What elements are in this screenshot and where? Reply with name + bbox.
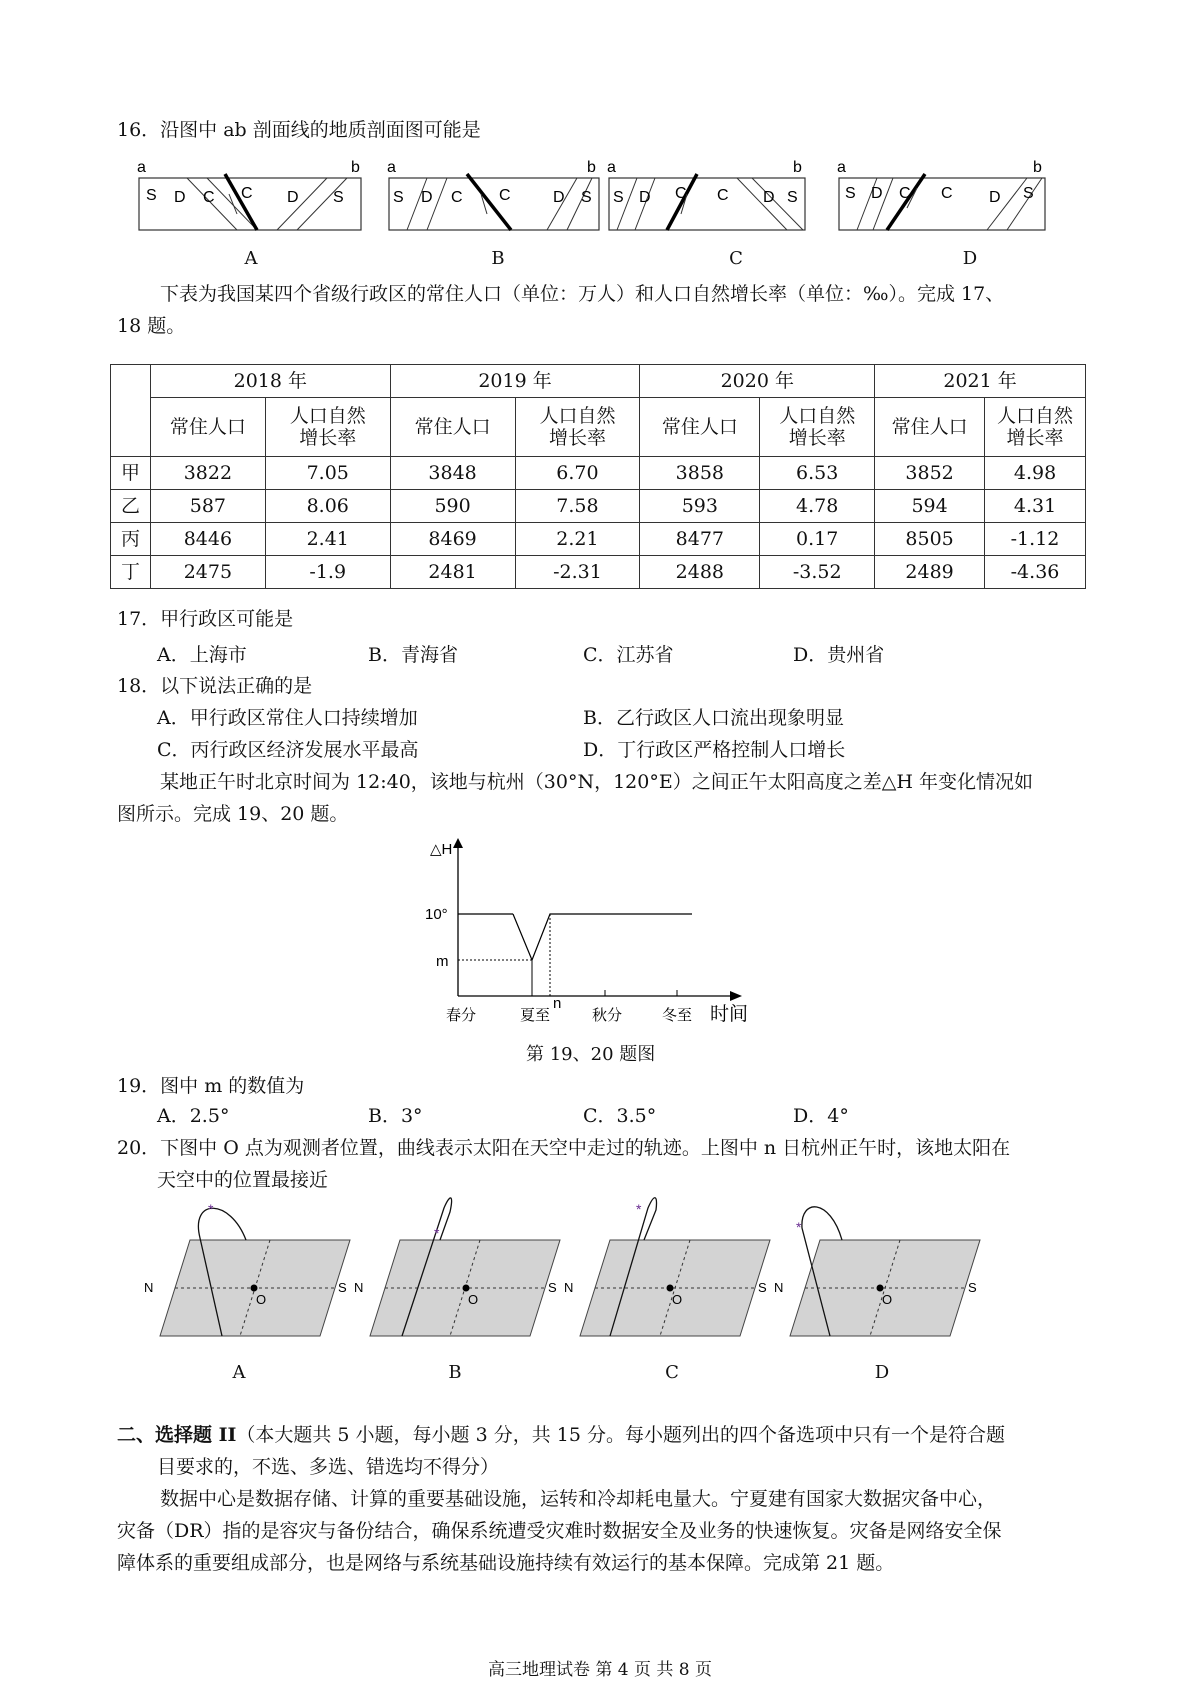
col-rate: 人口自然 增长率 [985, 398, 1086, 457]
chart-caption: 第 19、20 题图 [526, 1044, 656, 1065]
q17-option-d[interactable]: D．贵州省 [793, 644, 885, 666]
q16-stem: 16．沿图中 ab 剖面线的地质剖面图可能是 [117, 119, 481, 141]
col-pop: 常住人口 [150, 398, 265, 457]
svg-text:N: N [774, 1280, 784, 1295]
q20-line2: 天空中的位置最接近 [157, 1169, 329, 1191]
svg-text:C: C [241, 185, 253, 202]
tick-label-x2: 秋分 [592, 1007, 623, 1024]
intro17-line2: 18 题。 [117, 315, 186, 337]
y-axis-label: △H [430, 841, 453, 858]
svg-text:D: D [989, 189, 1001, 206]
svg-text:N: N [354, 1280, 364, 1295]
svg-text:N: N [564, 1280, 574, 1295]
svg-text:a: a [607, 159, 616, 176]
svg-text:*: * [208, 1201, 214, 1217]
svg-text:S: S [146, 187, 157, 204]
svg-text:D: D [287, 189, 299, 206]
q17-option-a[interactable]: A．上海市 [157, 644, 247, 666]
sun-label-c: C [665, 1362, 679, 1383]
corner-cell [111, 365, 151, 457]
q18-stem: 18．以下说法正确的是 [117, 675, 313, 697]
q18-option-b[interactable]: B．乙行政区人口流出现象明显 [583, 707, 844, 729]
svg-text:S: S [338, 1280, 347, 1295]
svg-text:C: C [451, 189, 463, 206]
tick-label-x1: 夏至 [520, 1007, 551, 1024]
svg-text:C: C [941, 185, 953, 202]
profile-label-b: B [491, 248, 505, 269]
q17-option-c[interactable]: C．江苏省 [583, 644, 674, 666]
svg-text:D: D [763, 189, 775, 206]
year-2020: 2020 年 [640, 365, 875, 398]
svg-text:D: D [421, 189, 433, 206]
svg-text:*: * [796, 1219, 802, 1235]
svg-text:O: O [882, 1292, 893, 1307]
svg-text:O: O [256, 1292, 267, 1307]
intro19-line2: 图所示。完成 19、20 题。 [117, 803, 349, 825]
year-2019: 2019 年 [390, 365, 640, 398]
year-2018: 2018 年 [150, 365, 390, 398]
sun-label-a: A [232, 1362, 246, 1383]
svg-text:O: O [672, 1292, 683, 1307]
q18-option-a[interactable]: A．甲行政区常住人口持续增加 [157, 707, 418, 729]
delta-h-chart [410, 836, 790, 1036]
sun-label-d: D [874, 1362, 890, 1383]
tick-label-10: 10° [425, 906, 448, 923]
svg-text:S: S [968, 1280, 977, 1295]
q19-option-b[interactable]: B．3° [368, 1105, 423, 1127]
section2-line2: 目要求的，不选、多选、错选均不得分） [157, 1456, 500, 1478]
svg-text:*: * [434, 1225, 440, 1241]
intro17-line1: 下表为我国某四个省级行政区的常住人口（单位：万人）和人口自然增长率（单位：‰）。完成 17、 [160, 283, 1005, 305]
q17-stem: 17．甲行政区可能是 [117, 608, 294, 630]
svg-text:S: S [1023, 185, 1034, 202]
svg-text:S: S [758, 1280, 767, 1295]
svg-text:N: N [144, 1280, 154, 1295]
svg-text:*: * [636, 1201, 642, 1217]
svg-text:S: S [393, 189, 404, 206]
tick-label-x0: 春分 [446, 1007, 477, 1024]
table-row: 甲 3822 7.05 3848 6.70 3858 6.53 3852 4.98 [111, 457, 1086, 490]
q19-option-a[interactable]: A．2.5° [157, 1105, 230, 1127]
svg-text:b: b [587, 159, 596, 176]
svg-text:C: C [717, 187, 729, 204]
col-pop: 常住人口 [390, 398, 515, 457]
svg-text:O: O [468, 1292, 479, 1307]
q17-option-b[interactable]: B．青海省 [368, 644, 458, 666]
col-rate: 人口自然 增长率 [760, 398, 875, 457]
profile-label-c: C [729, 248, 743, 269]
q19-option-d[interactable]: D．4° [793, 1105, 849, 1127]
passage-line1: 数据中心是数据存储、计算的重要基础设施，运转和冷却耗电量大。宁夏建有国家大数据灾备中心， [160, 1488, 997, 1510]
table-row: 丙 8446 2.41 8469 2.21 8477 0.17 8505 -1.12 [111, 523, 1086, 556]
col-rate: 人口自然 增长率 [265, 398, 390, 457]
svg-text:S: S [613, 189, 624, 206]
svg-text:a: a [837, 159, 846, 176]
svg-text:D: D [553, 189, 565, 206]
annotation-n: n [553, 995, 562, 1012]
x-axis-label: 时间 [710, 1004, 749, 1025]
svg-text:S: S [581, 189, 592, 206]
col-pop: 常住人口 [640, 398, 760, 457]
svg-text:S: S [333, 189, 344, 206]
passage-line2: 灾备（DR）指的是容灾与备份结合，确保系统遭受灾难时数据安全及业务的快速恢复。灾备是网络安全保 [117, 1520, 1002, 1542]
svg-text:D: D [871, 185, 883, 202]
svg-text:S: S [548, 1280, 557, 1295]
profile-c [607, 159, 805, 230]
profile-label-d: D [962, 248, 978, 269]
sun-diagram-c [564, 1198, 770, 1336]
q20-line1: 20．下图中 O 点为观测者位置，曲线表示太阳在天空中走过的轨迹。上图中 n 日杭州正午时，该地太阳在 [117, 1137, 1011, 1159]
q19-stem: 19．图中 m 的数值为 [117, 1075, 305, 1097]
svg-text:C: C [899, 185, 911, 202]
svg-text:b: b [793, 159, 802, 176]
intro19-line1: 某地正午时北京时间为 12:40，该地与杭州（30°N，120°E）之间正午太阳高度之差△H 年变化情况如 [160, 771, 1033, 793]
table-row: 丁 2475 -1.9 2481 -2.31 2488 -3.52 2489 -4.36 [111, 556, 1086, 589]
year-2021: 2021 年 [875, 365, 1086, 398]
tick-label-x3: 冬至 [662, 1007, 693, 1024]
table-row: 乙 587 8.06 590 7.58 593 4.78 594 4.31 [111, 490, 1086, 523]
svg-text:D: D [639, 189, 651, 206]
svg-text:C: C [675, 185, 687, 202]
section2-line1: 二、选择题 II（本大题共 5 小题，每小题 3 分，共 15 分。每小题列出的四个备选项中只有一个是符合题 [117, 1424, 1005, 1446]
col-pop: 常住人口 [875, 398, 985, 457]
sun-diagram-d [774, 1207, 980, 1336]
svg-text:C: C [203, 189, 215, 206]
page-footer: 高三地理试卷 第 4 页 共 8 页 [487, 1660, 713, 1680]
passage-line3: 障体系的重要组成部分，也是网络与系统基础设施持续有效运行的基本保障。完成第 21 题。 [117, 1552, 895, 1574]
profile-a [137, 159, 361, 230]
sun-label-b: B [448, 1362, 462, 1383]
profile-b [387, 159, 599, 230]
population-table [110, 364, 1086, 589]
endpoint-b: b [351, 159, 360, 176]
svg-text:a: a [387, 159, 396, 176]
tick-label-m: m [436, 953, 449, 970]
col-rate: 人口自然 增长率 [515, 398, 640, 457]
profile-label-a: A [244, 248, 258, 269]
svg-text:S: S [845, 185, 856, 202]
sun-diagram-a [144, 1201, 350, 1336]
endpoint-a: a [137, 159, 146, 176]
series-line [513, 914, 692, 960]
q18-option-c[interactable]: C．丙行政区经济发展水平最高 [157, 739, 419, 761]
sun-path-diagrams [144, 1198, 990, 1378]
svg-text:D: D [174, 189, 186, 206]
q19-option-c[interactable]: C．3.5° [583, 1105, 657, 1127]
svg-text:S: S [787, 189, 798, 206]
q18-option-d[interactable]: D．丁行政区严格控制人口增长 [583, 739, 846, 761]
q16-profiles [125, 158, 1100, 258]
sun-diagram-b [354, 1198, 560, 1336]
svg-text:C: C [499, 187, 511, 204]
profile-d [837, 159, 1045, 230]
svg-text:b: b [1033, 159, 1042, 176]
